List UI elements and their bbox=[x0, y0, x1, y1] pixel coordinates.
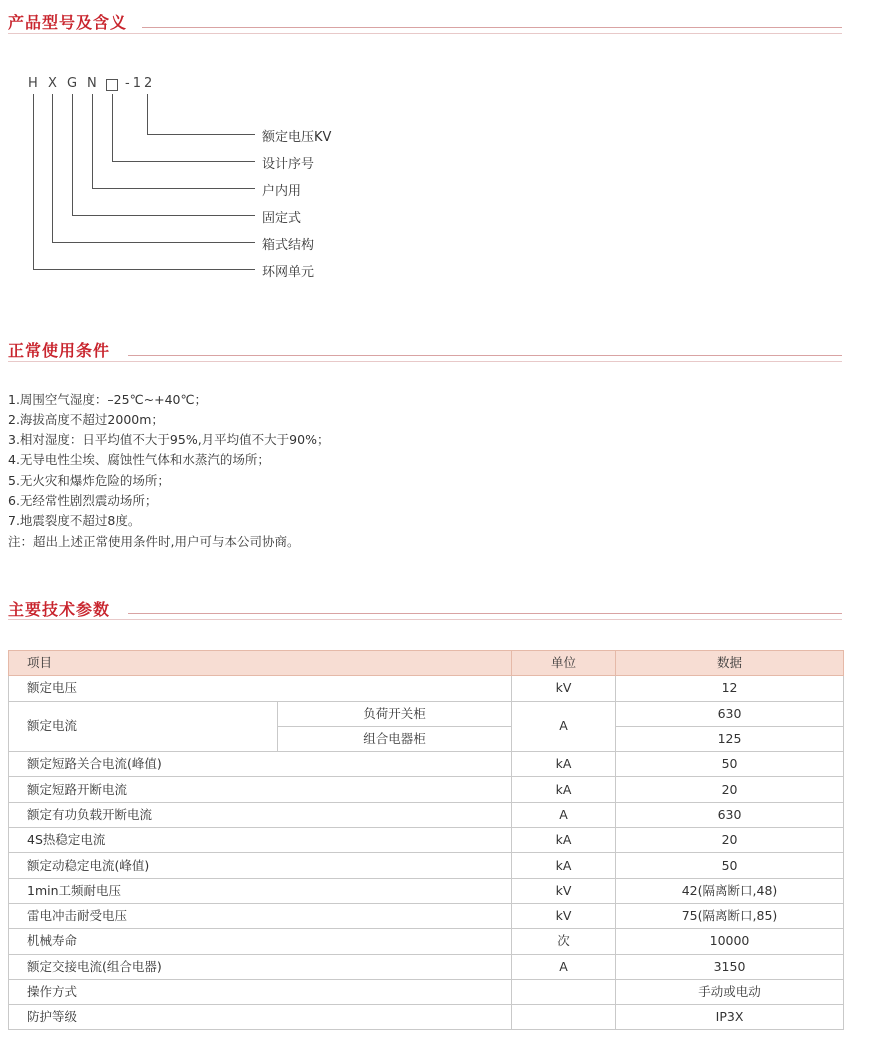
code-letter-x: X bbox=[48, 76, 57, 91]
row-value: 50 bbox=[616, 853, 844, 878]
connector-line bbox=[92, 188, 255, 189]
row-subitem: 组合电器柜 bbox=[278, 726, 512, 751]
table-row bbox=[9, 979, 844, 1004]
connector-line bbox=[72, 215, 255, 216]
condition-item: 5.无火灾和爆炸危险的场所； bbox=[8, 473, 170, 488]
condition-item: 6.无经常性剧烈震动场所； bbox=[8, 493, 158, 508]
connector-line bbox=[92, 94, 93, 188]
row-item: 防护等级 bbox=[9, 1005, 512, 1030]
code-suffix: -12 bbox=[125, 76, 156, 91]
table-row bbox=[9, 929, 844, 954]
row-unit: A bbox=[512, 701, 616, 752]
meaning-ring-unit: 环网单元 bbox=[262, 265, 315, 280]
table-row bbox=[9, 878, 844, 903]
row-item: 额定交接电流(组合电器) bbox=[9, 954, 512, 979]
meaning-fixed: 固定式 bbox=[262, 211, 302, 226]
section-title-model: 产品型号及含义 bbox=[8, 13, 128, 32]
connector-line bbox=[52, 94, 53, 242]
header-data: 数据 bbox=[616, 651, 844, 676]
row-unit bbox=[512, 979, 616, 1004]
section-rule bbox=[128, 613, 842, 614]
connector-line bbox=[33, 94, 34, 269]
row-unit: kV bbox=[512, 878, 616, 903]
row-item: 额定短路开断电流 bbox=[9, 777, 512, 802]
row-item: 机械寿命 bbox=[9, 929, 512, 954]
row-unit: 次 bbox=[512, 929, 616, 954]
section-rule-thin bbox=[8, 33, 842, 34]
table-row bbox=[9, 828, 844, 853]
table-row bbox=[9, 853, 844, 878]
table-row bbox=[9, 777, 844, 802]
row-item: 操作方式 bbox=[9, 979, 512, 1004]
row-item: 额定电流 bbox=[9, 701, 278, 752]
row-item: 雷电冲击耐受电压 bbox=[9, 903, 512, 928]
connector-line bbox=[52, 242, 255, 243]
connector-line bbox=[147, 94, 148, 134]
table-row bbox=[9, 1005, 844, 1030]
meaning-box-structure: 箱式结构 bbox=[262, 238, 315, 253]
table-row bbox=[9, 954, 844, 979]
connector-line bbox=[112, 94, 113, 161]
row-item: 1min工频耐电压 bbox=[9, 878, 512, 903]
row-subitem: 负荷开关柜 bbox=[278, 701, 512, 726]
table-row bbox=[9, 903, 844, 928]
row-value: 630 bbox=[616, 701, 844, 726]
header-item: 项目 bbox=[9, 651, 512, 676]
code-letter-h: H bbox=[28, 76, 38, 91]
meaning-indoor: 户内用 bbox=[262, 184, 302, 199]
connector-line bbox=[147, 134, 255, 135]
row-unit: A bbox=[512, 802, 616, 827]
row-value: IP3X bbox=[616, 1005, 844, 1030]
row-value: 50 bbox=[616, 752, 844, 777]
table-row bbox=[9, 802, 844, 827]
row-value: 42(隔离断口,48) bbox=[616, 878, 844, 903]
table-row bbox=[9, 701, 844, 726]
row-value: 630 bbox=[616, 802, 844, 827]
row-unit: kA bbox=[512, 828, 616, 853]
row-value: 20 bbox=[616, 828, 844, 853]
condition-item: 4.无导电性尘埃、腐蚀性气体和水蒸汽的场所； bbox=[8, 452, 270, 467]
row-value: 12 bbox=[616, 676, 844, 701]
row-unit: A bbox=[512, 954, 616, 979]
meaning-design-number: 设计序号 bbox=[262, 157, 315, 172]
condition-item: 7.地震裂度不超过8度。 bbox=[8, 513, 141, 528]
condition-note: 注：超出上述正常使用条件时,用户可与本公司协商。 bbox=[8, 534, 300, 549]
section-rule bbox=[128, 355, 842, 356]
condition-item: 2.海拔高度不超过2000m； bbox=[8, 412, 164, 427]
connector-line bbox=[112, 161, 255, 162]
condition-item: 3.相对湿度：日平均值不大于95%,月平均值不大于90%； bbox=[8, 432, 330, 447]
row-unit: kV bbox=[512, 903, 616, 928]
row-value: 75(隔离断口,85) bbox=[616, 903, 844, 928]
row-item: 额定电压 bbox=[9, 676, 512, 701]
row-item: 4S热稳定电流 bbox=[9, 828, 512, 853]
code-letter-n: N bbox=[87, 76, 97, 91]
row-unit: kV bbox=[512, 676, 616, 701]
row-item: 额定动稳定电流(峰值) bbox=[9, 853, 512, 878]
row-unit: kA bbox=[512, 777, 616, 802]
row-value: 3150 bbox=[616, 954, 844, 979]
row-value: 125 bbox=[616, 726, 844, 751]
condition-item: 1.周围空气湿度：–25℃~+40℃； bbox=[8, 392, 208, 407]
table-row bbox=[9, 752, 844, 777]
section-rule bbox=[142, 27, 842, 28]
connector-line bbox=[72, 94, 73, 215]
section-title-params: 主要技术参数 bbox=[8, 600, 111, 619]
row-value: 手动或电动 bbox=[616, 979, 844, 1004]
section-title-conditions: 正常使用条件 bbox=[8, 341, 111, 360]
table-header-row bbox=[9, 651, 844, 676]
row-item: 额定短路关合电流(峰值) bbox=[9, 752, 512, 777]
section-rule-thin bbox=[8, 361, 842, 362]
row-item: 额定有功负载开断电流 bbox=[9, 802, 512, 827]
row-unit: kA bbox=[512, 752, 616, 777]
table-row bbox=[9, 676, 844, 701]
section-rule-thin bbox=[8, 619, 842, 620]
row-value: 10000 bbox=[616, 929, 844, 954]
code-design-box bbox=[106, 79, 118, 91]
row-unit: kA bbox=[512, 853, 616, 878]
code-letter-g: G bbox=[67, 76, 78, 91]
params-table bbox=[8, 650, 844, 1030]
header-unit: 单位 bbox=[512, 651, 616, 676]
row-unit bbox=[512, 1005, 616, 1030]
row-value: 20 bbox=[616, 777, 844, 802]
connector-line bbox=[33, 269, 255, 270]
meaning-rated-voltage: 额定电压KV bbox=[262, 130, 332, 145]
